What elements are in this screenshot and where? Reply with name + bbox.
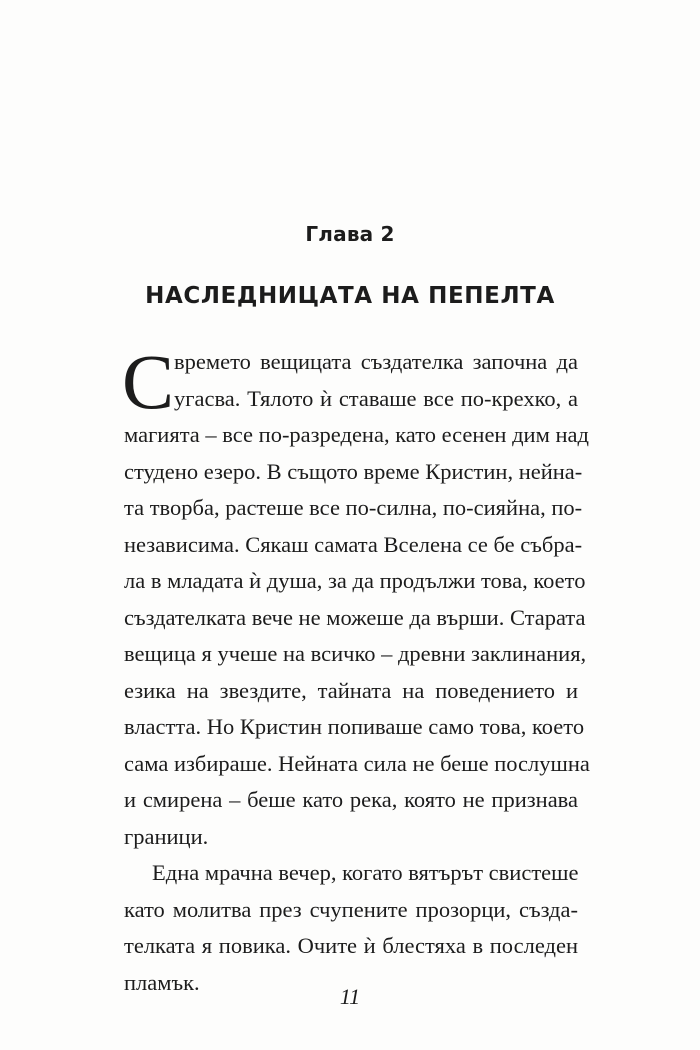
paragraph-line: студено езеро. В същото време Кристин, нейна- — [124, 458, 583, 484]
paragraph-line: и смирена – беше като река, която не признава — [124, 787, 578, 812]
paragraph-line: сама избираше. Нейната сила не беше послушна — [124, 750, 590, 776]
body-text — [122, 338, 590, 1001]
chapter-title: НАСЛЕДНИЦАТА НА ПЕПЕЛТА — [145, 283, 555, 309]
paragraph-line: създателката вече не можеше да върши. Старата — [124, 604, 586, 630]
paragraph-line: независима. Сякаш самата Вселена се бе събра- — [124, 531, 583, 557]
paragraph-line: пламък. — [124, 969, 200, 995]
paragraph-line: времето вещицата създателка започна да — [174, 349, 578, 374]
page-number: 11 — [339, 984, 361, 1009]
paragraph-line: граници. — [124, 823, 209, 849]
paragraph-line: вещица я учеше на всичко – древни заклинания, — [124, 641, 587, 666]
paragraph-line: телката я повика. Очите ѝ блестяха в последен — [124, 933, 578, 958]
paragraph-line: ла в младата ѝ душа, за да продължи това, което — [124, 568, 586, 593]
paragraph-line: езика на звездите, тайната на поведението и — [124, 677, 578, 703]
paragraph-line: та творба, растеше все по-силна, по-сияйна, по- — [124, 495, 583, 520]
paragraph-line: като молитва през счупените прозорци, създа- — [124, 896, 578, 922]
paragraph-line: угасва. Тялото ѝ ставаше все по-крехко, а — [174, 385, 578, 411]
paragraph-line: властта. Но Кристин попиваше само това, което — [124, 714, 585, 739]
paragraph-line: магията – все по-разредена, като есенен дим над — [124, 422, 589, 447]
chapter-label: Глава 2 — [305, 222, 395, 246]
drop-cap: С — [122, 338, 175, 425]
paragraph-line: Една мрачна вечер, когато вятърът свистеше — [152, 860, 579, 885]
